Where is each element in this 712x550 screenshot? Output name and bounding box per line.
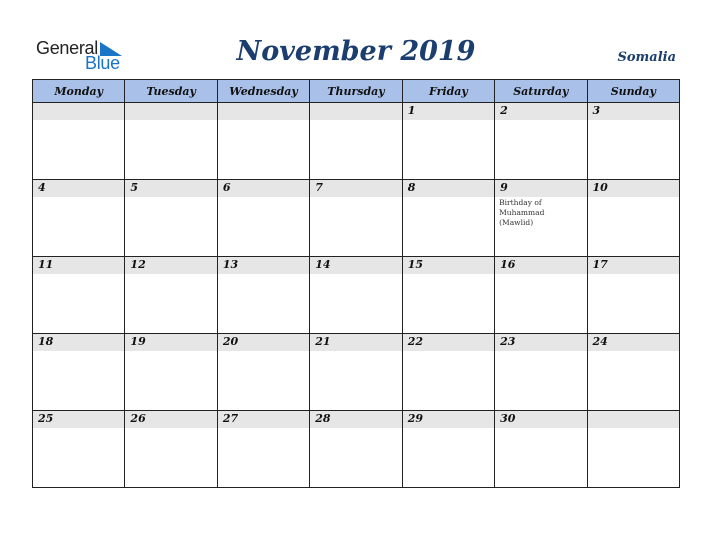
day-number: 23 bbox=[500, 335, 516, 348]
day-number-bar bbox=[33, 411, 124, 428]
day-number-bar bbox=[33, 103, 124, 120]
weekday-header: Tuesday bbox=[125, 80, 217, 103]
day-number-bar bbox=[218, 257, 309, 274]
day-cell bbox=[217, 411, 309, 488]
day-number: 24 bbox=[592, 335, 608, 348]
day-number-bar bbox=[125, 103, 216, 120]
day-number-bar bbox=[310, 103, 401, 120]
day-number: 15 bbox=[407, 258, 423, 271]
weekday-header-row bbox=[33, 80, 680, 103]
day-number-bar bbox=[125, 257, 216, 274]
day-number: 16 bbox=[500, 258, 516, 271]
day-number: 30 bbox=[500, 412, 516, 425]
weekday-header: Wednesday bbox=[217, 80, 309, 103]
day-number-bar bbox=[310, 257, 401, 274]
week-row bbox=[33, 411, 680, 488]
day-cell bbox=[310, 334, 402, 411]
day-number: 4 bbox=[38, 181, 46, 194]
day-cell bbox=[310, 257, 402, 334]
day-number: 3 bbox=[592, 104, 601, 117]
day-cell bbox=[310, 103, 402, 180]
day-number: 28 bbox=[315, 412, 331, 425]
day-number-bar bbox=[403, 411, 494, 428]
day-cell bbox=[217, 103, 309, 180]
weekday-header: Thursday bbox=[310, 80, 402, 103]
day-number-bar bbox=[125, 334, 216, 351]
weekday-header: Sunday bbox=[587, 80, 679, 103]
day-number: 11 bbox=[38, 258, 54, 271]
day-number-bar bbox=[33, 334, 124, 351]
day-number-bar bbox=[588, 257, 679, 274]
day-number-bar bbox=[403, 180, 494, 197]
day-cell bbox=[495, 257, 587, 334]
day-number-bar bbox=[588, 334, 679, 351]
week-row bbox=[33, 334, 680, 411]
day-cell bbox=[402, 180, 494, 257]
weekday-header: Saturday bbox=[495, 80, 587, 103]
generalblue-logo bbox=[36, 38, 136, 74]
day-number-bar bbox=[218, 103, 309, 120]
day-number: 25 bbox=[38, 412, 54, 425]
day-number: 12 bbox=[130, 258, 146, 271]
day-number: 27 bbox=[222, 412, 239, 425]
day-number: 17 bbox=[592, 258, 608, 271]
day-number-bar bbox=[310, 334, 401, 351]
day-cell bbox=[33, 411, 125, 488]
day-number: 21 bbox=[315, 335, 331, 348]
day-cell bbox=[402, 411, 494, 488]
day-cell bbox=[33, 334, 125, 411]
day-cell bbox=[125, 103, 217, 180]
day-number-bar bbox=[310, 411, 401, 428]
day-number: 10 bbox=[592, 181, 608, 194]
day-number-bar bbox=[495, 180, 586, 197]
calendar-title: November 2019 bbox=[236, 36, 476, 67]
day-number: 1 bbox=[407, 104, 416, 117]
day-number: 2 bbox=[500, 104, 508, 117]
day-cell bbox=[495, 334, 587, 411]
day-number-bar bbox=[403, 334, 494, 351]
day-cell bbox=[495, 180, 587, 257]
day-cell bbox=[125, 257, 217, 334]
day-cell bbox=[402, 257, 494, 334]
calendar-grid bbox=[32, 79, 680, 488]
day-number-bar bbox=[125, 411, 216, 428]
holiday-event: Birthday of Muhammad (Mawlid) bbox=[499, 198, 545, 227]
day-number-bar bbox=[495, 103, 586, 120]
week-row bbox=[33, 180, 680, 257]
day-number: 7 bbox=[315, 181, 323, 194]
day-cell bbox=[310, 180, 402, 257]
day-number-bar bbox=[495, 334, 586, 351]
week-row bbox=[33, 103, 680, 180]
weekday-header: Monday bbox=[33, 80, 125, 103]
day-number-bar bbox=[588, 180, 679, 197]
day-cell bbox=[587, 257, 679, 334]
day-cell bbox=[125, 180, 217, 257]
day-cell bbox=[495, 411, 587, 488]
day-number: 9 bbox=[500, 181, 508, 194]
day-number-bar bbox=[218, 334, 309, 351]
weekday-header: Friday bbox=[402, 80, 494, 103]
day-cell bbox=[33, 180, 125, 257]
day-cell bbox=[125, 411, 217, 488]
day-number-bar bbox=[403, 103, 494, 120]
day-number-bar bbox=[403, 257, 494, 274]
day-cell bbox=[402, 103, 494, 180]
day-cell bbox=[587, 180, 679, 257]
day-number: 26 bbox=[130, 412, 146, 425]
day-number-bar bbox=[588, 103, 679, 120]
day-number-bar bbox=[125, 180, 216, 197]
day-number: 18 bbox=[38, 335, 54, 348]
day-number-bar bbox=[33, 257, 124, 274]
logo-text-general: General bbox=[36, 38, 98, 58]
day-cell bbox=[495, 103, 587, 180]
country-name: Somalia bbox=[617, 50, 676, 65]
logo-text-blue: Blue bbox=[85, 53, 120, 73]
day-cell bbox=[587, 103, 679, 180]
day-cell bbox=[310, 411, 402, 488]
day-number-bar bbox=[33, 180, 124, 197]
day-cell bbox=[33, 103, 125, 180]
day-number-bar bbox=[218, 411, 309, 428]
day-number: 8 bbox=[407, 181, 416, 194]
day-number-bar bbox=[310, 180, 401, 197]
day-cell bbox=[587, 411, 679, 488]
day-cell bbox=[217, 257, 309, 334]
day-cell bbox=[402, 334, 494, 411]
day-number: 13 bbox=[222, 258, 239, 271]
day-number-bar bbox=[495, 257, 586, 274]
day-number: 29 bbox=[407, 412, 423, 425]
day-number: 5 bbox=[130, 181, 139, 194]
day-number: 6 bbox=[222, 181, 231, 194]
week-row bbox=[33, 257, 680, 334]
day-number-bar bbox=[588, 411, 679, 428]
day-number-bar bbox=[218, 180, 309, 197]
day-number: 22 bbox=[407, 335, 423, 348]
day-cell bbox=[587, 334, 679, 411]
day-cell bbox=[125, 334, 217, 411]
day-number: 20 bbox=[222, 335, 239, 348]
day-number-bar bbox=[495, 411, 586, 428]
day-cell bbox=[217, 334, 309, 411]
day-cell bbox=[217, 180, 309, 257]
day-cell bbox=[33, 257, 125, 334]
day-number: 19 bbox=[130, 335, 146, 348]
day-number: 14 bbox=[315, 258, 331, 271]
